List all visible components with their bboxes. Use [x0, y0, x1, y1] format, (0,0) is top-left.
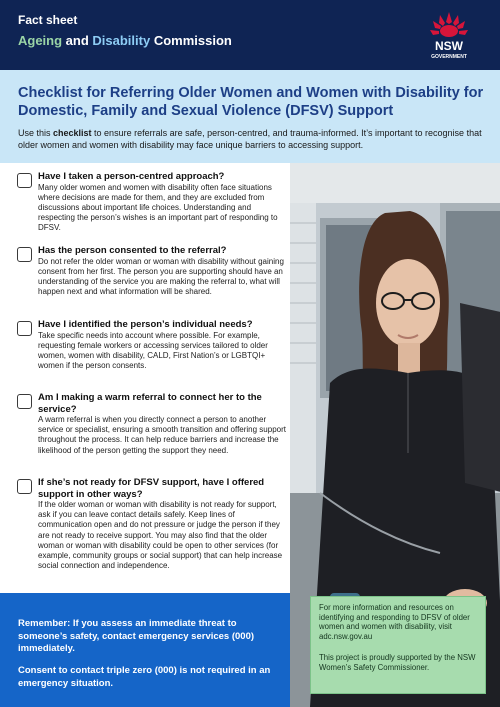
commission-word-ageing: Ageing — [18, 33, 63, 48]
government-logo-text: GOVERNMENT — [431, 54, 467, 60]
support-text: This project is proudly supported by the NSW Women’s Safety Commissioner. — [319, 653, 476, 672]
checklist-question: If she’s not ready for DFSV support, have I offered support in other ways? — [38, 477, 265, 500]
checklist-item — [17, 477, 287, 571]
checklist-text: Take specific needs into account where possible. For example, requesting female workers or accessing services tailored to older women, women with disability, CALD, First Nation’s or LGBTQI+ women if the person consents. — [38, 330, 268, 371]
checklist-question: Have I taken a person-centred approach? — [38, 171, 225, 182]
remember-text: Remember: If you assess an immediate threat to someone’s safety, contact emergency services (000) immediately. — [18, 618, 255, 654]
checklist-item — [17, 245, 287, 297]
checklist-item — [17, 171, 287, 234]
checklist-text: If the older woman or woman with disability is not ready for support, ask if you can leave contact details safely. Keep lines of communication open and do not pressure or judge the person if they are not ready to receive support. You may also find that the older woman or woman with disability could be open to other services (for example, community groups or social support) that can help increase social connection and independence. — [38, 500, 283, 571]
intro-bold: checklist — [53, 128, 92, 138]
checklist-text: A warm referral is when you directly connect a person to another service or specialist, ensuring a smooth transition and offering support throughout the process. It can help reduce barriers and increase the likelihood of the person getting the support they need. — [38, 415, 286, 455]
consent-text: Consent to contact triple zero (000) is not required in an emergency situation. — [18, 665, 271, 689]
checklist-question: Has the person consented to the referral? — [38, 245, 227, 256]
checkbox[interactable] — [17, 394, 32, 409]
commission-and: and — [62, 33, 93, 48]
commission-word-commission: Commission — [150, 33, 232, 48]
checklist-item — [17, 319, 287, 371]
intro-after: to ensure referrals are safe, person-centred, and trauma-informed. It’s important to recognise that older women and women with disability may face unique barriers to accessing support. — [18, 128, 482, 150]
checkbox[interactable] — [17, 247, 32, 262]
checkbox[interactable] — [17, 479, 32, 494]
commission-word-disability: Disability — [92, 33, 151, 48]
intro-before: Use this — [18, 128, 54, 138]
checklist-text: Many older women and women with disability often face situations where decisions are made for them, and they are excluded from discussions about important life choices. Understanding and respecting the person’s wishes is an important part of responding to DFSV. — [38, 182, 278, 233]
fact-sheet-label: Fact sheet — [18, 13, 78, 27]
nsw-government-logo — [426, 10, 472, 64]
checkbox[interactable] — [17, 321, 32, 336]
info-box — [310, 596, 486, 694]
checklist — [0, 163, 290, 593]
nsw-logo-text: NSW — [435, 39, 463, 53]
header-bar — [0, 0, 500, 70]
commission-name — [18, 33, 232, 48]
page-title: Checklist for Referring Older Women and Women with Disability for Domestic, Family and Sexual Violence (DFSV) Support — [18, 85, 484, 119]
checklist-item — [17, 392, 287, 456]
intro-paragraph — [18, 127, 488, 151]
checklist-question: Have I identified the person’s individual needs? — [38, 319, 253, 330]
more-info-text: For more information and resources on identifying and responding to DFSV of older women and women with disability, visit adc.nsw.gov.au — [319, 603, 470, 641]
checklist-question: Am I making a warm referral to connect her to the service? — [38, 392, 262, 415]
checklist-text: Do not refer the older woman or woman with disability without gaining consent from her first. The person you are supporting should have an understanding of the service you are making the referral to, what will happen next and what information will be shared. — [38, 256, 284, 297]
checkbox[interactable] — [17, 173, 32, 188]
